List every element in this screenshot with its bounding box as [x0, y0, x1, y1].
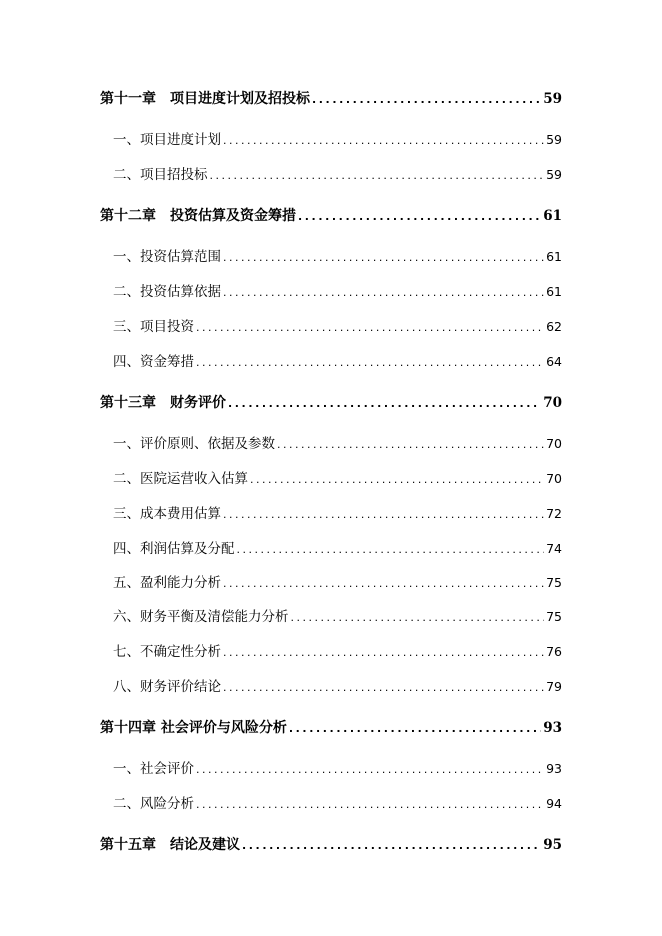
toc-dot-leader — [237, 543, 545, 556]
toc-dot-leader — [228, 397, 541, 410]
toc-entry-title: 一、项目进度计划 — [113, 132, 221, 148]
toc-entry-title: 六、财务平衡及清偿能力分析 — [113, 609, 289, 625]
toc-dot-leader — [277, 438, 544, 451]
toc-dot-leader — [223, 134, 544, 147]
toc-entry-title: 第十三章 财务评价 — [100, 395, 226, 411]
toc-section[interactable] — [113, 792, 562, 812]
toc-page-number: 93 — [543, 720, 562, 736]
toc-chapter-11[interactable] — [100, 88, 562, 108]
toc-entry-title: 第十四章 社会评价与风险分析 — [100, 720, 287, 736]
toc-section[interactable] — [113, 315, 562, 335]
toc-page-number: 75 — [546, 575, 562, 590]
toc-page-number: 76 — [546, 644, 562, 659]
toc-dot-leader — [291, 611, 545, 624]
toc-page-number: 93 — [546, 761, 562, 776]
toc-section[interactable] — [113, 128, 562, 148]
toc-section[interactable] — [113, 467, 562, 487]
toc-entry-title: 四、资金筹措 — [113, 354, 194, 370]
toc-entry-title: 七、不确定性分析 — [113, 644, 221, 660]
toc-entry-title: 第十一章 项目进度计划及招投标 — [100, 91, 310, 107]
toc-section[interactable] — [113, 350, 562, 370]
toc-page-number: 72 — [546, 506, 562, 521]
toc-entry-title: 第十二章 投资估算及资金筹措 — [100, 208, 296, 224]
toc-section[interactable] — [113, 537, 562, 557]
toc-page-number: 94 — [546, 796, 562, 811]
toc-dot-leader — [289, 722, 541, 735]
toc-section[interactable] — [113, 640, 562, 660]
toc-dot-leader — [223, 646, 544, 659]
toc-dot-leader — [196, 763, 544, 776]
toc-section[interactable] — [113, 280, 562, 300]
toc-dot-leader — [196, 356, 544, 369]
toc-page-number: 95 — [543, 837, 562, 853]
toc-chapter-15[interactable] — [100, 834, 562, 854]
toc-dot-leader — [250, 473, 544, 486]
toc-dot-leader — [223, 681, 544, 694]
toc-dot-leader — [312, 93, 541, 106]
toc-dot-leader — [196, 321, 544, 334]
toc-chapter-14[interactable] — [100, 717, 562, 737]
toc-entry-title: 二、医院运营收入估算 — [113, 471, 248, 487]
toc-entry-title: 二、项目招投标 — [113, 167, 208, 183]
toc-dot-leader — [242, 839, 541, 852]
toc-dot-leader — [223, 251, 544, 264]
toc-entry-title: 三、项目投资 — [113, 319, 194, 335]
toc-page-number: 59 — [546, 167, 562, 182]
toc-page-number: 59 — [543, 91, 562, 107]
toc-section[interactable] — [113, 432, 562, 452]
toc-dot-leader — [223, 577, 544, 590]
toc-dot-leader — [196, 798, 544, 811]
toc-section[interactable] — [113, 571, 562, 591]
toc-page-number: 59 — [546, 132, 562, 147]
toc-dot-leader — [223, 286, 544, 299]
toc-dot-leader — [223, 508, 544, 521]
toc-section[interactable] — [113, 605, 562, 625]
toc-page-number: 61 — [546, 249, 562, 264]
toc-section[interactable] — [113, 163, 562, 183]
toc-dot-leader — [210, 169, 545, 182]
toc-entry-title: 三、成本费用估算 — [113, 506, 221, 522]
toc-section[interactable] — [113, 757, 562, 777]
toc-chapter-12[interactable] — [100, 205, 562, 225]
toc-page-number: 70 — [543, 395, 562, 411]
toc-page-number: 62 — [546, 319, 562, 334]
toc-chapter-13[interactable] — [100, 392, 562, 412]
toc-section[interactable] — [113, 245, 562, 265]
toc-page-number: 64 — [546, 354, 562, 369]
toc-entry-title: 二、风险分析 — [113, 796, 194, 812]
toc-dot-leader — [298, 210, 541, 223]
toc-section[interactable] — [113, 675, 562, 695]
toc-entry-title: 第十五章 结论及建议 — [100, 837, 240, 853]
toc-entry-title: 五、盈利能力分析 — [113, 575, 221, 591]
toc-entry-title: 八、财务评价结论 — [113, 679, 221, 695]
toc-entry-title: 一、投资估算范围 — [113, 249, 221, 265]
toc-page-number: 70 — [546, 471, 562, 486]
toc-page-number: 74 — [546, 541, 562, 556]
toc-entry-title: 一、社会评价 — [113, 761, 194, 777]
toc-page-number: 79 — [546, 679, 562, 694]
toc-entry-title: 四、利润估算及分配 — [113, 541, 235, 557]
toc-entry-title: 一、评价原则、依据及参数 — [113, 436, 275, 452]
toc-page-number: 75 — [546, 609, 562, 624]
toc-entry-title: 二、投资估算依据 — [113, 284, 221, 300]
toc-page-number: 61 — [543, 208, 562, 224]
toc-page-number: 61 — [546, 284, 562, 299]
toc-page-number: 70 — [546, 436, 562, 451]
toc-section[interactable] — [113, 502, 562, 522]
